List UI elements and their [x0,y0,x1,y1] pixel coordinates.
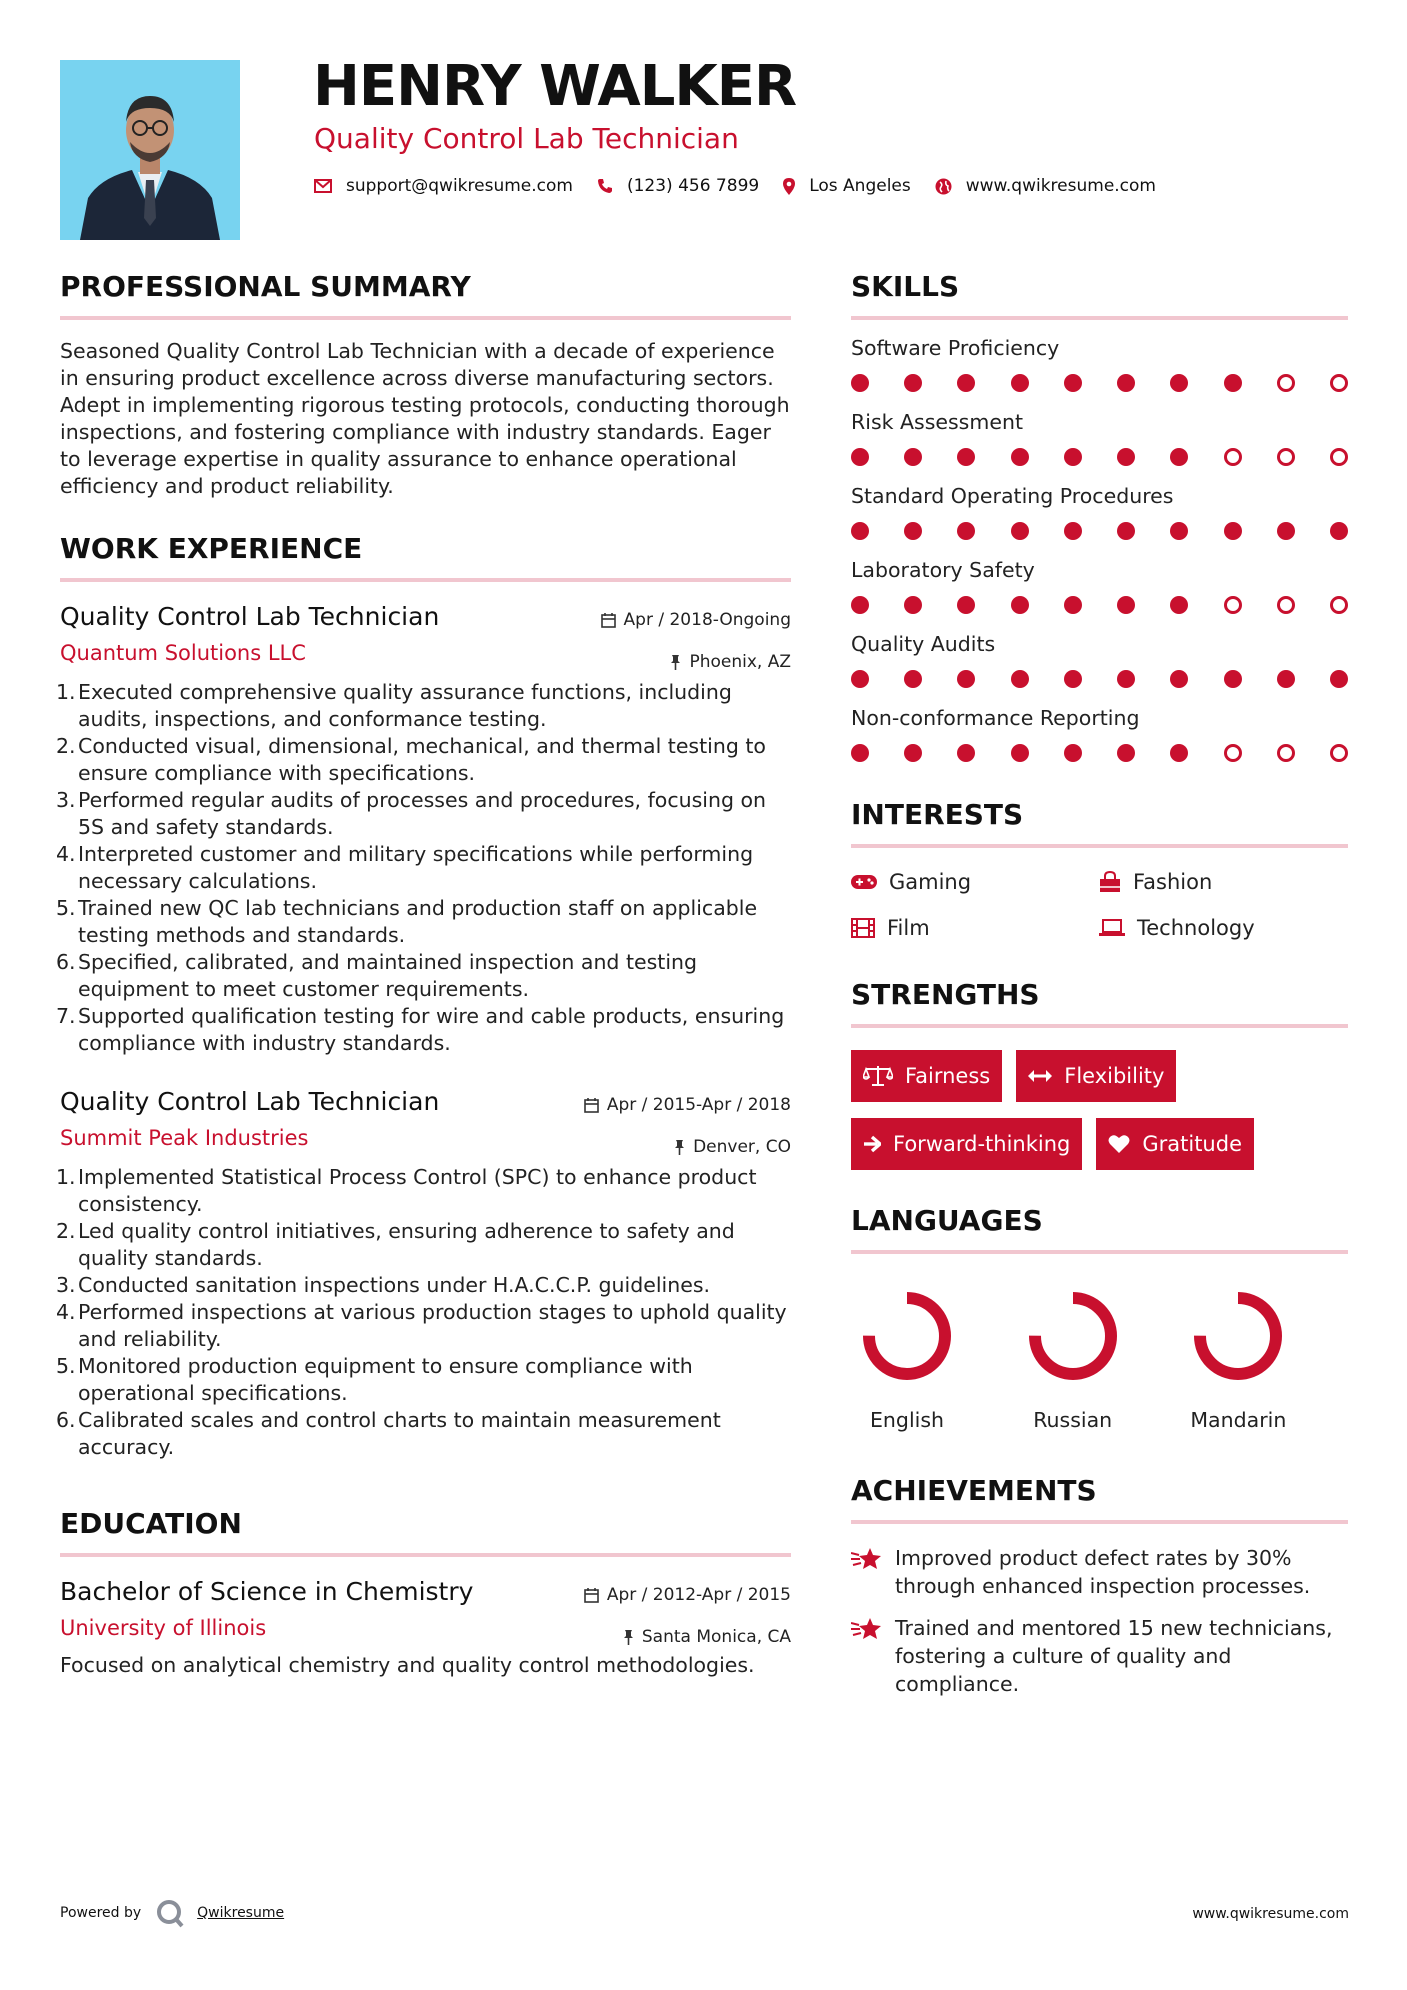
skill-rating [851,744,1348,762]
rating-dot-filled [1117,522,1135,540]
left-column [56,270,791,1679]
bullet-number: 4. [56,1300,76,1324]
rating-dot-filled [1330,670,1348,688]
language-name: Russian [1033,1408,1113,1432]
job-date [584,1095,791,1115]
rating-dot-filled [904,596,922,614]
rating-dot-filled [1330,522,1348,540]
rating-dot-filled [1170,374,1188,392]
skill-rating [851,596,1348,614]
brand-link[interactable]: Qwikresume [197,1905,285,1921]
education-date [584,1585,791,1605]
rating-dot-empty [1224,744,1242,762]
rating-dot-filled [904,522,922,540]
language-gauge-arc [1035,1298,1111,1374]
rating-dot-filled [1170,448,1188,466]
job-bullets [56,679,791,1057]
section-divider [60,578,791,582]
bullet-text: Calibrated scales and control charts to maintain measurement accuracy. [78,1408,721,1459]
bullet-text: Conducted visual, dimensional, mechanical, and thermal testing to ensure compliance with specifications. [78,734,766,785]
strength-tag [851,1050,1002,1102]
rating-dot-filled [1117,744,1135,762]
bullet-number: 3. [56,1273,76,1297]
interest-label: Gaming [889,870,972,894]
job-title: Quality Control Lab Technician [60,1087,440,1116]
bullet-number: 3. [56,788,76,812]
skill-list [851,336,1348,762]
achievement-text: Trained and mentored 15 new technicians, fostering a culture of quality and compliance. [895,1616,1333,1696]
pushpin-icon [670,655,681,670]
skill-rating [851,670,1348,688]
phone-text: (123) 456 7899 [626,176,760,196]
section-divider [851,1250,1348,1254]
language-item [1017,1280,1183,1432]
rating-dot-filled [1064,374,1082,392]
shopping-bag-icon [1099,871,1121,893]
job-bullet [56,733,791,787]
interest-label: Film [887,916,930,940]
rating-dot-filled [1117,596,1135,614]
job-bullet [56,1003,791,1057]
rating-dot-filled [1011,596,1029,614]
envelope-icon [314,179,332,193]
film-icon [851,918,875,938]
shooting-star-icon [851,1616,883,1642]
section-divider [851,316,1348,320]
rating-dot-filled [957,744,975,762]
strength-label: Forward-thinking [893,1132,1071,1156]
job-location [670,652,791,672]
section-divider [851,1520,1348,1524]
bullet-number: 6. [56,1408,76,1432]
language-item [851,1280,1017,1432]
rating-dot-filled [1011,670,1029,688]
bullet-number: 6. [56,950,76,974]
shooting-star-icon [851,1546,883,1572]
skill-name: Standard Operating Procedures [851,484,1174,508]
pushpin-icon [623,1630,634,1645]
language-gauge-arc [869,1298,945,1374]
skill-rating [851,522,1348,540]
education-entry [60,1577,791,1679]
company-name: Quantum Solutions LLC [60,641,306,665]
language-gauge [1182,1280,1294,1392]
rating-dot-filled [1170,744,1188,762]
language-item [1182,1280,1348,1432]
rating-dot-filled [1117,670,1135,688]
rating-dot-empty [1277,448,1295,466]
job-date-text: Apr / 2015-Apr / 2018 [606,1095,791,1115]
skill-name: Non-conformance Reporting [851,706,1140,730]
rating-dot-filled [957,374,975,392]
rating-dot-filled [1170,596,1188,614]
strengths-section [851,978,1348,1170]
rating-dot-empty [1330,374,1348,392]
candidate-title: Quality Control Lab Technician [314,122,739,155]
interest-list [851,870,1348,940]
rating-dot-filled [957,596,975,614]
rating-dot-filled [1064,522,1082,540]
summary-section [60,270,791,500]
bullet-text: Monitored production equipment to ensure compliance with operational specifications. [78,1354,693,1405]
right-column [851,270,1348,1698]
qwikresume-logo-icon [155,1898,185,1928]
footer-website[interactable]: www.qwikresume.com [1192,1906,1349,1922]
achievement-item [851,1614,1348,1698]
job-title: Quality Control Lab Technician [60,602,440,631]
job-bullet [56,1164,791,1218]
job-date [601,610,791,630]
rating-dot-filled [904,448,922,466]
skills-heading: SKILLS [851,270,960,303]
globe-icon [935,178,952,195]
email-text: support@qwikresume.com [346,176,573,196]
skill-name: Risk Assessment [851,410,1023,434]
arrows-horizontal-icon [1028,1070,1052,1082]
profile-photo [60,60,240,240]
bullet-number: 4. [56,842,76,866]
strength-tag [851,1118,1082,1170]
language-gauge [1017,1280,1129,1392]
language-gauge-arc [1200,1298,1276,1374]
rating-dot-filled [1117,448,1135,466]
contact-location [783,176,911,196]
rating-dot-filled [1117,374,1135,392]
bullet-number: 2. [56,1219,76,1243]
map-marker-icon [783,178,795,195]
education-section [60,1507,791,1679]
rating-dot-empty [1277,596,1295,614]
job-bullet [56,787,791,841]
rating-dot-filled [1277,522,1295,540]
languages-heading: LANGUAGES [851,1204,1043,1237]
job-bullet [56,679,791,733]
rating-dot-filled [904,374,922,392]
language-name: Mandarin [1190,1408,1287,1432]
skill-name: Quality Audits [851,632,996,656]
rating-dot-filled [1011,744,1029,762]
rating-dot-empty [1224,596,1242,614]
summary-heading: PROFESSIONAL SUMMARY [60,270,471,303]
rating-dot-empty [1330,596,1348,614]
job-bullet [56,1218,791,1272]
contact-phone[interactable] [597,176,759,196]
section-divider [60,316,791,320]
rating-dot-filled [957,670,975,688]
bullet-text: Led quality control initiatives, ensuring adherence to safety and quality standards. [78,1219,735,1270]
achievements-heading: ACHIEVEMENTS [851,1474,1097,1507]
strength-tag [1016,1050,1176,1102]
interest-label: Technology [1137,916,1255,940]
powered-by-text: Powered by [60,1905,142,1921]
rating-dot-filled [851,596,869,614]
strength-label: Flexibility [1064,1064,1165,1088]
education-description: Focused on analytical chemistry and quality control methodologies. [60,1653,755,1677]
rating-dot-filled [851,744,869,762]
section-divider [851,844,1348,848]
bullet-text: Performed inspections at various production stages to uphold quality and reliability. [78,1300,787,1351]
rating-dot-empty [1277,374,1295,392]
arrow-right-icon [863,1135,881,1153]
degree-title: Bachelor of Science in Chemistry [60,1577,474,1606]
work-section [56,532,791,1461]
strengths-heading: STRENGTHS [851,978,1040,1011]
rating-dot-filled [1064,448,1082,466]
interest-item [851,916,1099,940]
job-entry [56,602,791,1057]
strength-tag [1096,1118,1254,1170]
achievements-section [851,1474,1348,1698]
job-entry [56,1087,791,1461]
rating-dot-filled [851,522,869,540]
job-date-text: Apr / 2018-Ongoing [623,610,791,630]
rating-dot-empty [1330,744,1348,762]
rating-dot-filled [957,522,975,540]
languages-section [851,1204,1348,1432]
interest-item [1099,916,1347,940]
skill-rating [851,448,1348,466]
rating-dot-filled [851,670,869,688]
rating-dot-filled [1224,374,1242,392]
rating-dot-filled [1170,522,1188,540]
interest-label: Fashion [1133,870,1213,894]
rating-dot-filled [851,374,869,392]
job-location-text: Denver, CO [693,1137,791,1157]
rating-dot-filled [1170,670,1188,688]
section-divider [851,1024,1348,1028]
rating-dot-empty [1277,744,1295,762]
language-name: English [869,1408,945,1432]
rating-dot-filled [1064,596,1082,614]
bullet-number: 1. [56,1165,76,1189]
rating-dot-filled [1064,670,1082,688]
strength-label: Gratitude [1142,1132,1242,1156]
interest-item [1099,870,1347,894]
section-divider [60,1553,791,1557]
job-list [56,602,791,1461]
rating-dot-filled [1011,374,1029,392]
rating-dot-filled [904,744,922,762]
job-bullet [56,1353,791,1407]
bullet-number: 2. [56,734,76,758]
balance-scale-icon [863,1065,893,1087]
candidate-name: HENRY WALKER [313,54,797,119]
calendar-icon [601,613,616,628]
rating-dot-filled [1064,744,1082,762]
bullet-number: 5. [56,896,76,920]
job-bullet [56,1407,791,1461]
calendar-icon [584,1098,599,1113]
job-bullet [56,1272,791,1299]
job-bullet [56,1299,791,1353]
contact-website[interactable] [935,176,1156,196]
bullet-number: 5. [56,1354,76,1378]
skill-name: Laboratory Safety [851,558,1035,582]
rating-dot-filled [957,448,975,466]
language-gauge [851,1280,963,1392]
laptop-icon [1099,919,1125,937]
contact-email[interactable] [314,176,573,196]
education-date-text: Apr / 2012-Apr / 2015 [606,1585,791,1605]
rating-dot-filled [1277,670,1295,688]
bullet-text: Executed comprehensive quality assurance functions, including audits, inspections, and conformance testing. [78,680,732,731]
heart-icon [1108,1134,1130,1154]
skills-section [851,270,1348,762]
rating-dot-filled [1011,448,1029,466]
interest-item [851,870,1099,894]
bullet-text: Performed regular audits of processes and procedures, focusing on 5S and safety standards. [78,788,767,839]
language-list [851,1280,1348,1432]
company-name: Summit Peak Industries [60,1126,309,1150]
education-heading: EDUCATION [60,1507,242,1540]
rating-dot-filled [1011,522,1029,540]
school-name: University of Illinois [60,1616,267,1640]
job-bullet [56,895,791,949]
bullet-text: Conducted sanitation inspections under H.A.C.C.P. guidelines. [78,1273,711,1297]
contact-bar [314,176,1180,196]
footer-powered-by [60,1898,284,1928]
interests-section [851,798,1348,940]
bullet-number: 7. [56,1004,76,1028]
job-bullets [56,1164,791,1461]
strength-label: Fairness [905,1064,991,1088]
job-bullet [56,949,791,1003]
bullet-text: Supported qualification testing for wire and cable products, ensuring compliance with industry standards. [78,1004,785,1055]
education-location [623,1627,791,1647]
rating-dot-empty [1224,448,1242,466]
work-heading: WORK EXPERIENCE [60,532,363,565]
phone-icon [597,178,613,194]
person-photo-icon [60,60,240,240]
bullet-text: Specified, calibrated, and maintained inspection and testing equipment to meet customer requirements. [78,950,698,1001]
job-location [674,1137,791,1157]
website-text: www.qwikresume.com [965,176,1156,196]
job-location-text: Phoenix, AZ [689,652,791,672]
strength-tags [851,1050,1348,1170]
education-location-text: Santa Monica, CA [641,1627,791,1647]
bullet-text: Implemented Statistical Process Control (SPC) to enhance product consistency. [78,1165,757,1216]
bullet-text: Trained new QC lab technicians and production staff on applicable testing methods and standards. [78,896,758,947]
rating-dot-empty [1330,448,1348,466]
rating-dot-filled [904,670,922,688]
summary-text: Seasoned Quality Control Lab Technician with a decade of experience in ensuring product excellence across diverse manufacturing sectors. Adept in implementing rigorous testing protocols, conducting thorough inspections, and fostering compliance with industry standards. Eager to leverage expertise in quality assurance to enhance operational efficiency and product reliability. [60,339,790,498]
interests-heading: INTERESTS [851,798,1024,831]
skill-rating [851,374,1348,392]
calendar-icon [584,1588,599,1603]
location-text: Los Angeles [809,176,911,196]
rating-dot-filled [1224,670,1242,688]
achievement-text: Improved product defect rates by 30% through enhanced inspection processes. [895,1546,1311,1598]
bullet-text: Interpreted customer and military specifications while performing necessary calculations. [78,842,754,893]
skill-name: Software Proficiency [851,336,1060,360]
job-bullet [56,841,791,895]
rating-dot-filled [1224,522,1242,540]
pushpin-icon [674,1140,685,1155]
rating-dot-filled [851,448,869,466]
achievement-item [851,1544,1348,1600]
bullet-number: 1. [56,680,76,704]
gamepad-icon [851,874,877,890]
